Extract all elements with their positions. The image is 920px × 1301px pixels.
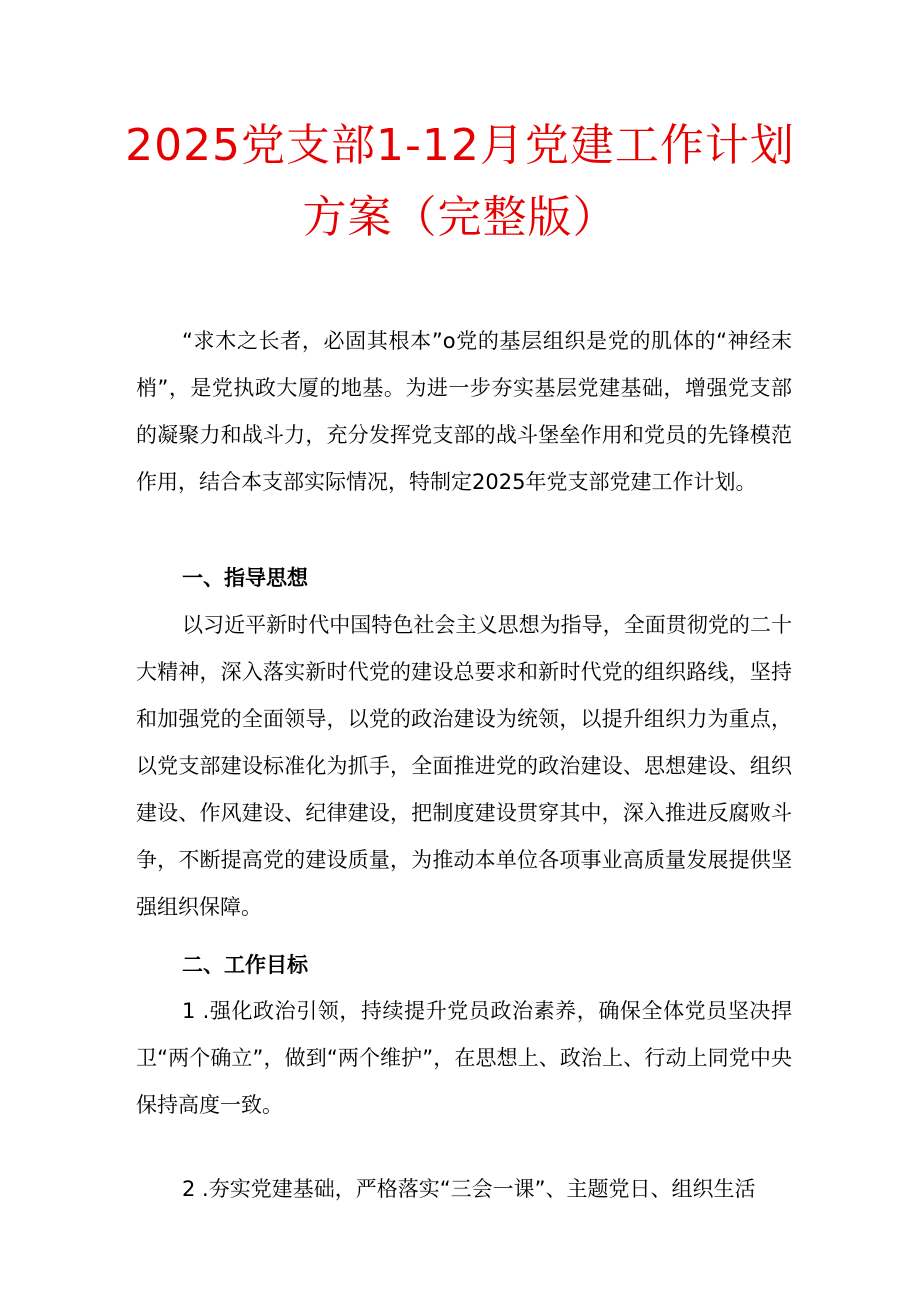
section-heading-guiding-ideology: 一、指导思想 — [182, 566, 308, 590]
work-goal-2: 2 .夯实党建基础，严格落实“三会一课”、主题党日、组织生活 — [182, 1177, 756, 1201]
section-heading-work-goals: 二、工作目标 — [182, 953, 308, 977]
guiding-ideology-paragraph: 以习近平新时代中国特色社会主义思想为指导，全面贯彻党的二十大精神，深入落实新时代党的建设总要求和新时代党的组织路线，坚持和加强党的全面领导，以党的政治建设为统领，以提升组织力为重点，以党支部建设标准化为抓手，全面推进党的政治建设、思想建设、组织建设、作风建设、纪律建设，把制度建设贯穿其中，深入推进反腐败斗争，不断提高党的建设质量，为推动本单位各项事业高质量发展提供坚强组织保障。 — [136, 613, 792, 919]
intro-paragraph: “求木之长者，必固其根本”o党的基层组织是党的肌体的“神经末梢”，是党执政大厦的地基。为进一步夯实基层党建基础，增强党支部的凝聚力和战斗力，充分发挥党支部的战斗堡垒作用和党员的先锋模范作用，结合本支部实际情况，特制定2025年党支部党建工作计划。 — [136, 329, 792, 494]
document-title-line-1: 2025党支部1-12月党建工作计划 — [125, 120, 795, 171]
document-title-line-2: 方案（完整版） — [302, 192, 618, 243]
work-goal-1: 1 .强化政治引领，持续提升党员政治素养，确保全体党员坚决捍卫“两个确立”，做到“两个维护”，在思想上、政治上、行动上同党中央保持高度一致。 — [136, 999, 792, 1117]
